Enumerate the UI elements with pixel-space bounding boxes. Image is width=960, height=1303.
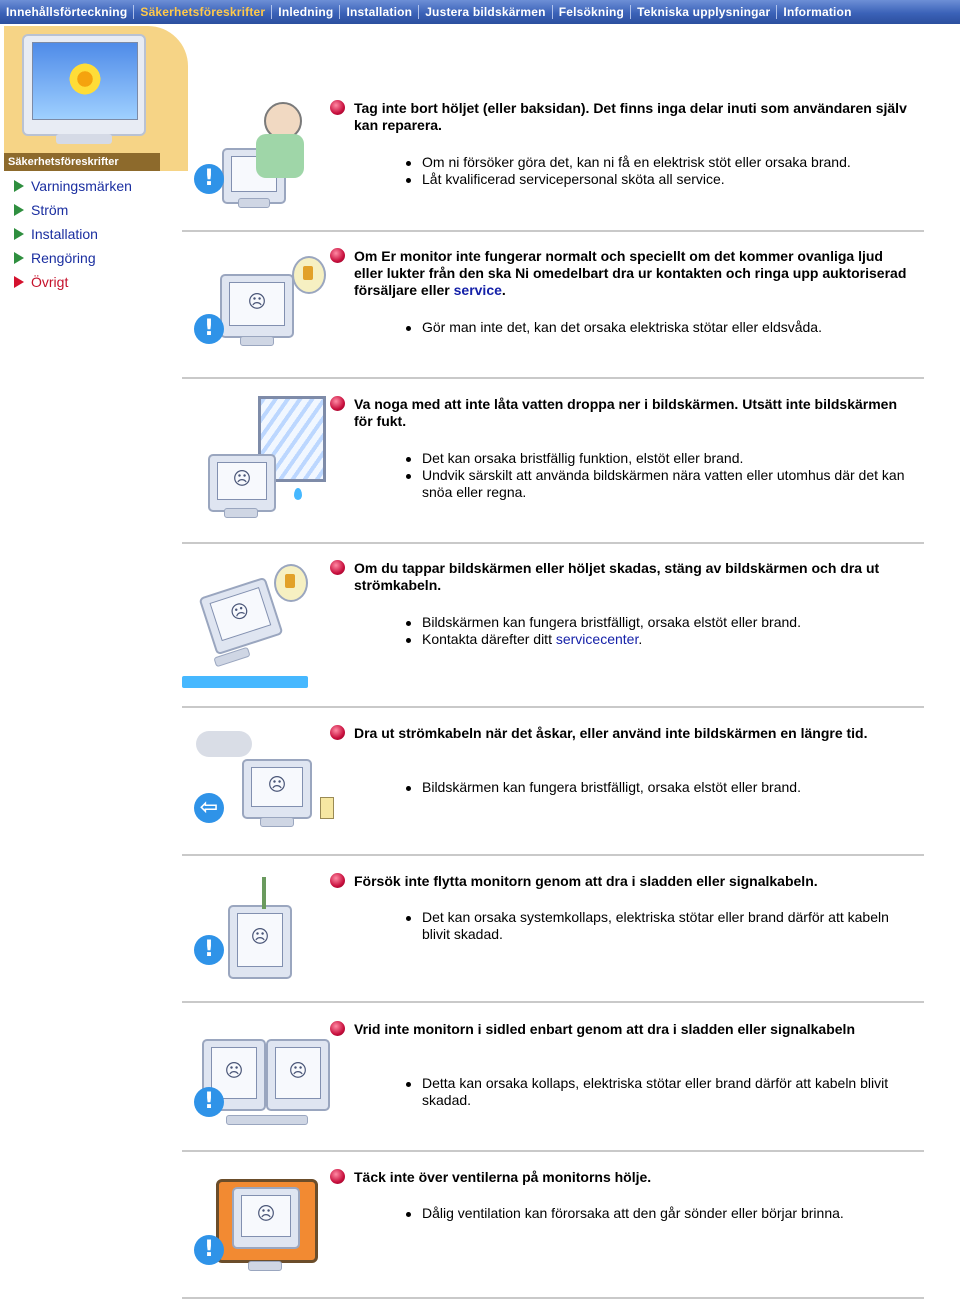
face-icon: ☹	[224, 1060, 244, 1080]
nav-separator	[552, 5, 553, 19]
monitor-stand	[248, 1261, 282, 1271]
illustration-lightning	[186, 729, 336, 849]
safety-section-ventilation	[182, 1169, 924, 1289]
monitor-illustration	[232, 1187, 300, 1249]
red-bullet-icon	[330, 100, 345, 115]
section-bullets	[406, 614, 916, 648]
section-divider	[182, 1150, 924, 1152]
warning-icon: !	[194, 1087, 224, 1117]
list-item: Dålig ventilation kan förorsaka att den går sönder eller börjar brinna.	[406, 1205, 916, 1222]
sidebar-item-label: Ström	[31, 202, 69, 218]
illustration-rotate	[186, 1025, 336, 1145]
safety-section-malfunction	[182, 248, 924, 368]
section-heading: Va noga med att inte låta vatten droppa ner i bildskärmen. Utsätt inte bildskärmen för fukt.	[354, 396, 914, 430]
list-item: Detta kan orsaka kollaps, elektriska stötar eller brand därför att kabeln blivit skadad.	[406, 1075, 916, 1109]
section-divider	[182, 1297, 924, 1299]
sidebar-menu	[14, 174, 132, 294]
monitor-stand	[56, 134, 112, 144]
flower-icon	[67, 61, 103, 97]
section-heading: Om Er monitor inte fungerar normalt och speciellt om det kommer ovanliga ljud eller lukter från den ska Ni omedelbart dra ur kontakten och ringa upp auktoriserad försäljare eller service.	[354, 248, 914, 299]
monitor-side-illustration	[228, 905, 292, 979]
section-heading: Om du tappar bildskärmen eller höljet skadas, stäng av bildskärmen och dra ut strömkabeln.	[354, 560, 914, 594]
list-item: Gör man inte det, kan det orsaka elektriska stötar eller eldsvåda.	[406, 319, 916, 336]
nav-troubleshooting[interactable]: Felsökning	[558, 5, 625, 19]
arrow-right-icon	[14, 276, 24, 288]
monitor-illustration	[266, 1039, 330, 1111]
power-outlet-icon	[292, 256, 326, 294]
face-icon: ☹	[247, 291, 267, 312]
list-item: Undvik särskilt att använda bildskärmen nära vatten eller utomhus där det kan snöa eller regna.	[406, 467, 916, 501]
monitor-illustration	[208, 454, 276, 512]
face-icon: ☹	[256, 1203, 276, 1224]
safety-section-pull-cable	[182, 873, 924, 993]
arrow-right-icon	[14, 252, 24, 264]
sidebar-item-installation[interactable]	[14, 222, 132, 246]
nav-separator	[271, 5, 272, 19]
safety-section-dropped	[182, 560, 924, 695]
list-item: Bildskärmen kan fungera bristfälligt, orsaka elstöt eller brand.	[406, 614, 916, 631]
arrow-right-icon	[14, 204, 24, 216]
nav-specifications[interactable]: Tekniska upplysningar	[637, 5, 771, 19]
section-divider	[182, 1001, 924, 1003]
arrow-right-icon	[14, 228, 24, 240]
service-link[interactable]: service	[453, 282, 502, 298]
arrow-right-icon	[14, 180, 24, 192]
section-bullets	[406, 319, 916, 336]
face-icon: ☹	[232, 468, 252, 489]
warning-icon: !	[194, 935, 224, 965]
monitor-stand	[260, 817, 294, 827]
sidebar-item-label: Installation	[31, 226, 98, 242]
section-heading: Tag inte bort höljet (eller baksidan). Det finns inga delar inuti som användaren själv kan reparera.	[354, 100, 914, 134]
safety-section-water	[182, 396, 924, 531]
section-bullets	[406, 154, 916, 188]
unplug-icon: ⇦	[194, 793, 224, 823]
nav-contents[interactable]: Innehållsförteckning	[6, 5, 128, 19]
face-icon: ☹	[267, 774, 287, 795]
power-outlet-icon	[274, 564, 308, 602]
nav-separator	[133, 5, 134, 19]
monitor-stand	[240, 336, 274, 346]
monitor-stand	[238, 198, 270, 208]
illustration-unplug	[186, 252, 326, 372]
section-divider	[182, 854, 924, 856]
nav-adjust-monitor[interactable]: Justera bildskärmen	[425, 5, 546, 19]
sidebar-item-warning-signs[interactable]	[14, 174, 132, 198]
nav-separator	[776, 5, 777, 19]
nav-installation[interactable]: Installation	[346, 5, 413, 19]
monitor-illustration	[198, 577, 283, 656]
safety-section-rotate	[182, 1021, 924, 1141]
list-item: Låt kvalificerad servicepersonal sköta all service.	[406, 171, 916, 188]
illustration-repairman	[186, 100, 326, 220]
nav-separator	[418, 5, 419, 19]
illustration-water	[186, 396, 326, 526]
section-divider	[182, 706, 924, 708]
water-drop-icon	[294, 488, 302, 500]
monitor-stand	[226, 1115, 308, 1125]
sidebar-banner-label: Säkerhetsföreskrifter	[4, 153, 160, 171]
illustration-dropped	[182, 560, 312, 692]
list-item: Kontakta därefter ditt servicecenter.	[406, 631, 916, 648]
monitor-stand	[224, 508, 258, 518]
nav-safety[interactable]: Säkerhetsföreskrifter	[140, 5, 266, 19]
red-bullet-icon	[330, 248, 345, 263]
list-item: Det kan orsaka bristfällig funktion, elstöt eller brand.	[406, 450, 916, 467]
red-bullet-icon	[330, 560, 345, 575]
section-heading: Vrid inte monitorn i sidled enbart genom att dra i sladden eller signalkabeln	[354, 1021, 914, 1038]
illustration-pull-cable	[186, 877, 326, 997]
red-bullet-icon	[330, 873, 345, 888]
face-icon: ☹	[288, 1060, 308, 1080]
sidebar-item-label: Rengöring	[31, 250, 96, 266]
sidebar-item-power[interactable]	[14, 198, 132, 222]
face-icon: ☹	[250, 926, 270, 947]
red-bullet-icon	[330, 396, 345, 411]
power-outlet-icon	[320, 797, 334, 819]
sidebar-banner	[4, 26, 188, 171]
sidebar-item-label: Varningsmärken	[31, 178, 132, 194]
list-item: Det kan orsaka systemkollaps, elektriska stötar eller brand därför att kabeln blivit skadad.	[406, 909, 916, 943]
top-navigation	[0, 0, 960, 24]
nav-separator	[339, 5, 340, 19]
section-bullets	[406, 450, 916, 501]
red-bullet-icon	[330, 1021, 345, 1036]
sidebar-item-other[interactable]	[14, 270, 132, 294]
section-divider	[182, 377, 924, 379]
floor-line	[182, 676, 308, 688]
section-bullets	[406, 909, 916, 943]
monitor-illustration	[242, 759, 312, 819]
section-heading: Dra ut strömkabeln när det åskar, eller använd inte bildskärmen en längre tid.	[354, 725, 914, 742]
section-bullets	[406, 779, 916, 796]
red-bullet-icon	[330, 1169, 345, 1184]
monitor-illustration	[220, 274, 294, 338]
monitor-illustration	[22, 34, 146, 136]
sidebar-item-cleaning[interactable]	[14, 246, 132, 270]
section-divider	[182, 230, 924, 232]
section-bullets	[406, 1205, 916, 1222]
warning-icon: !	[194, 1235, 224, 1265]
section-bullets	[406, 1075, 916, 1109]
illustration-ventilation	[186, 1173, 326, 1293]
servicecenter-link[interactable]: servicecenter	[555, 631, 639, 647]
list-item: Bildskärmen kan fungera bristfälligt, orsaka elstöt eller brand.	[406, 779, 916, 796]
warning-icon: !	[194, 314, 224, 344]
safety-section-cover	[182, 100, 924, 225]
list-item: Om ni försöker göra det, kan ni få en elektrisk stöt eller orsaka brand.	[406, 154, 916, 171]
nav-separator	[630, 5, 631, 19]
safety-section-thunder	[182, 725, 924, 845]
sidebar-item-label: Övrigt	[31, 274, 69, 290]
red-bullet-icon	[330, 725, 345, 740]
warning-icon: !	[194, 164, 224, 194]
nav-introduction[interactable]: Inledning	[278, 5, 334, 19]
monitor-screen	[32, 42, 138, 120]
person-body	[256, 134, 304, 178]
section-heading: Täck inte över ventilerna på monitorns hölje.	[354, 1169, 914, 1186]
cloud-icon	[196, 731, 252, 757]
section-divider	[182, 542, 924, 544]
cable-icon	[262, 877, 266, 909]
nav-information[interactable]: Information	[783, 5, 852, 19]
face-icon: ☹	[227, 599, 252, 625]
section-heading: Försök inte flytta monitorn genom att dra i sladden eller signalkabeln.	[354, 873, 914, 890]
